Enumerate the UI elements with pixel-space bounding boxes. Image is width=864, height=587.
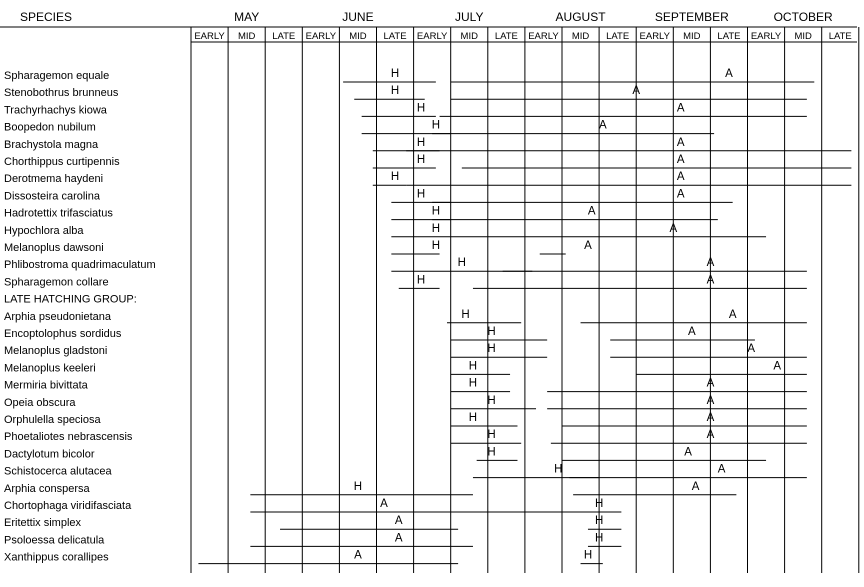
species-label: Psoloessa delicatula xyxy=(4,534,105,547)
hatch-marker: H xyxy=(583,549,593,562)
subperiod-label: EARLY xyxy=(750,31,782,42)
species-label: Arphia pseudonietana xyxy=(4,310,112,323)
subperiod-label: LATE xyxy=(717,31,741,42)
hatch-marker: H xyxy=(431,205,441,218)
hatch-marker: H xyxy=(468,377,478,390)
group-header: LATE HATCHING GROUP: xyxy=(4,293,137,306)
species-label: Opeia obscura xyxy=(4,396,76,409)
hatch-marker: H xyxy=(487,446,496,459)
subperiod-label: MID xyxy=(794,31,812,42)
adult-marker: A xyxy=(676,188,685,201)
species-label: Boopedon nubilum xyxy=(4,121,96,134)
hatch-marker: H xyxy=(390,85,400,98)
adult-marker: A xyxy=(669,222,678,235)
species-label: Schistocerca alutacea xyxy=(4,465,112,478)
hatch-marker: H xyxy=(468,360,478,373)
subperiod-label: MID xyxy=(571,31,590,42)
species-label: Mermiria bivittata xyxy=(4,379,88,392)
species-label: Spharagemon collare xyxy=(4,276,109,289)
adult-marker: A xyxy=(688,326,696,338)
month-label-may: MAY xyxy=(234,10,260,24)
adult-marker: A xyxy=(706,429,715,442)
species-label: Hadrotettix trifasciatus xyxy=(4,207,113,220)
subperiod-label: LATE xyxy=(494,31,518,42)
subperiod-label: EARLY xyxy=(416,31,448,42)
month-label-september: SEPTEMBER xyxy=(654,10,729,24)
subperiod-label: MID xyxy=(237,31,256,42)
adult-marker: A xyxy=(773,360,782,373)
hatch-marker: H xyxy=(594,498,604,510)
adult-marker: A xyxy=(706,394,715,407)
adult-marker: A xyxy=(632,85,641,98)
adult-marker: A xyxy=(747,343,756,356)
subperiod-label: LATE xyxy=(606,31,630,42)
species-label: Melanoplus dawsoni xyxy=(4,242,104,254)
species-header: SPECIES xyxy=(20,10,73,24)
adult-marker: A xyxy=(676,136,685,149)
adult-marker: A xyxy=(587,205,596,218)
species-label: Brachystola magna xyxy=(4,138,99,151)
species-label: Melanoplus gladstoni xyxy=(4,345,108,358)
species-label: Melanoplus keeleri xyxy=(4,362,96,375)
subperiod-label: MID xyxy=(349,31,367,42)
species-label: Phlibostroma quadrimaculatum xyxy=(4,259,156,272)
adult-marker: A xyxy=(598,119,607,132)
species-label: Encoptolophus sordidus xyxy=(4,328,122,340)
adult-marker: A xyxy=(717,463,726,476)
adult-marker: A xyxy=(380,498,388,510)
species-label: Orphulella speciosa xyxy=(4,414,101,426)
month-label-july: JULY xyxy=(455,10,484,24)
species-label: Stenobothrus brunneus xyxy=(4,87,119,100)
hatch-marker: H xyxy=(487,326,496,338)
hatch-marker: H xyxy=(457,257,466,270)
month-label-august: AUGUST xyxy=(555,10,606,24)
hatch-marker: H xyxy=(461,308,470,321)
hatch-marker: H xyxy=(431,222,441,235)
subperiod-label: LATE xyxy=(383,31,407,42)
hatch-marker: H xyxy=(468,412,478,424)
subperiod-label: LATE xyxy=(828,31,852,42)
subperiod-label: MID xyxy=(460,31,478,42)
species-label: Chortophaga viridifasciata xyxy=(4,500,132,512)
month-label-october: OCTOBER xyxy=(773,10,833,24)
subperiod-label: MID xyxy=(683,31,701,42)
hatch-marker: H xyxy=(416,154,426,166)
hatch-marker: H xyxy=(594,515,604,528)
species-label: Trachyrhachys kiowa xyxy=(4,104,107,117)
species-label: Phoetaliotes nebrascensis xyxy=(4,431,133,444)
adult-marker: A xyxy=(706,412,715,424)
species-label: Hypochlora alba xyxy=(4,224,84,237)
subperiod-label: EARLY xyxy=(194,31,225,42)
hatch-marker: H xyxy=(431,240,441,252)
hatch-marker: H xyxy=(416,136,426,149)
adult-marker: A xyxy=(394,515,403,528)
adult-marker: A xyxy=(676,154,685,166)
adult-marker: A xyxy=(676,171,685,184)
adult-marker: A xyxy=(584,240,592,252)
hatch-marker: H xyxy=(390,68,400,80)
adult-marker: A xyxy=(394,532,403,545)
species-label: Eritettix simplex xyxy=(4,517,82,530)
hatch-marker: H xyxy=(416,102,426,115)
adult-marker: A xyxy=(706,377,715,390)
hatch-marker: H xyxy=(594,532,604,545)
species-label: Spharagemon equale xyxy=(4,70,110,82)
adult-marker: A xyxy=(676,102,685,115)
subperiod-label: LATE xyxy=(272,31,296,42)
species-label: Chorthippus curtipennis xyxy=(4,156,120,168)
hatch-marker: H xyxy=(487,343,496,356)
adult-marker: A xyxy=(706,257,715,270)
species-label: Xanthippus corallipes xyxy=(4,551,109,564)
subperiod-label: EARLY xyxy=(305,31,337,42)
adult-marker: A xyxy=(728,308,737,321)
hatch-marker: H xyxy=(431,119,441,132)
adult-marker: A xyxy=(354,549,362,562)
adult-marker: A xyxy=(725,68,733,80)
hatch-marker: H xyxy=(487,429,496,442)
species-label: Derotmema haydeni xyxy=(4,173,104,186)
adult-marker: A xyxy=(706,274,715,287)
adult-marker: A xyxy=(684,446,692,459)
adult-marker: A xyxy=(691,480,700,493)
hatch-marker: H xyxy=(487,394,496,407)
species-label: Dissosteira carolina xyxy=(4,190,100,203)
subperiod-label: EARLY xyxy=(639,31,670,42)
hatch-marker: H xyxy=(554,463,563,476)
hatch-marker: H xyxy=(416,188,426,201)
species-label: Dactylotum bicolor xyxy=(4,448,95,461)
species-label: Arphia conspersa xyxy=(4,482,90,495)
subperiod-label: EARLY xyxy=(528,31,559,42)
hatch-marker: H xyxy=(416,274,426,287)
month-label-june: JUNE xyxy=(342,10,374,24)
hatch-marker: H xyxy=(353,480,363,493)
hatch-marker: H xyxy=(390,171,400,184)
